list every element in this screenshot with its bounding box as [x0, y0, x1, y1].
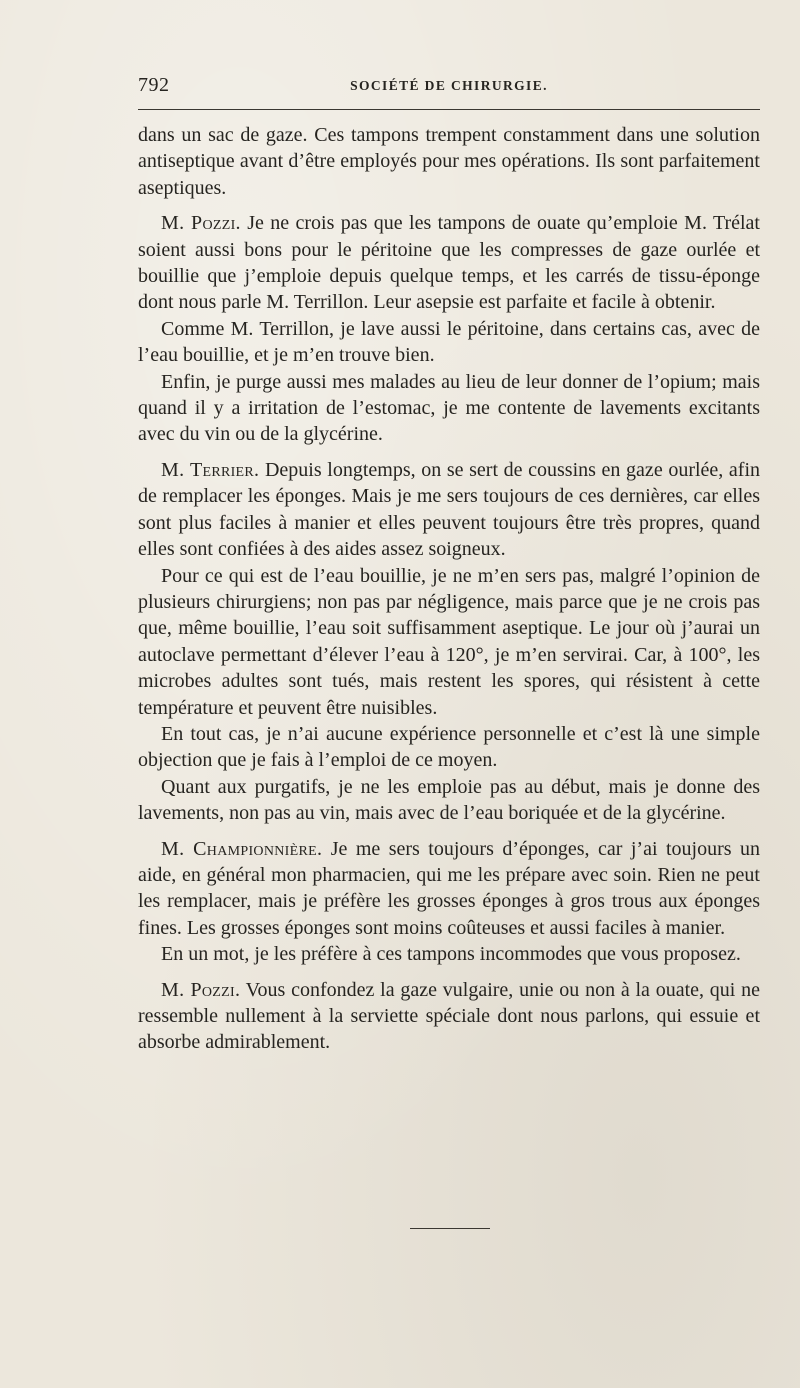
speaker-name: M. Terrier.	[161, 458, 260, 481]
paragraph	[138, 563, 760, 721]
paragraph	[138, 977, 760, 1056]
paragraph-text: Comme M. Terrillon, je lave aussi le péritoine, dans certains cas, avec de l’eau bouillie, et je m’en trouve bien.	[138, 317, 760, 367]
paragraph-text: Vous confondez la gaze vulgaire, unie ou non à la ouate, qui ne ressemble nullement à la serviette spéciale dont nous parlons, qui essuie et absorbe admirablement.	[138, 978, 760, 1054]
paragraph-text: dans un sac de gaze. Ces tampons trempent constamment dans une solution antiseptique avant d’être employés pour mes opérations. Ils sont parfaitement aseptiques.	[138, 124, 760, 199]
paragraph-text: Depuis longtemps, on se sert de coussins en gaze ourlée, afin de remplacer les éponges. Mais je me sers toujours de ces dernières, car elles sont plus faciles à manier et elles peuvent toujours être très propres, quand elles sont confiées à des aides assez soigneux.	[138, 458, 761, 561]
paragraph	[138, 457, 760, 563]
paragraph	[138, 774, 760, 827]
paragraph	[138, 941, 760, 967]
paragraph-text: Je me sers toujours d’éponges, car j’ai toujours un aide, en général mon pharmacien, qui me les prépare avec soin. Rien ne peut les remplacer, mais je préfère les grosses éponges à gros trous aux éponges fines. Les grosses éponges sont moins coûteuses et aussi faciles à manier.	[138, 837, 760, 939]
header-rule	[138, 109, 760, 110]
body-text	[138, 122, 760, 1056]
page-number: 792	[138, 74, 170, 96]
paragraph-text: En un mot, je les préfère à ces tampons incommodes que vous proposez.	[161, 943, 741, 966]
paragraph-text: En tout cas, je n’ai aucune expérience personnelle et c’est là une simple objection que je fais à l’emploi de ce moyen.	[138, 722, 760, 772]
paragraph	[138, 721, 760, 774]
paragraph-text: Quant aux purgatifs, je ne les emploie pas au début, mais je donne des lavements, non pas au vin, mais avec de l’eau boriquée et de la glycérine.	[138, 775, 760, 825]
paragraph	[138, 369, 760, 448]
paragraph	[138, 122, 760, 201]
paragraph-text: Pour ce qui est de l’eau bouillie, je ne m’en sers pas, malgré l’opinion de plusieurs chirurgiens; non pas par négligence, mais parce que je ne crois pas que, même bouillie, l’eau soit suffisamment aseptique. Le jour où j’aurai un autoclave permettant d’élever l’eau à 120°, je m’en servirai. Car, à 100°, les microbes adultes sont tués, mais restent les spores, qui résistent à cette température et peuvent être nuisibles.	[138, 564, 760, 719]
paragraph	[138, 836, 760, 942]
speaker-name: M. Championnière.	[161, 837, 323, 860]
paragraph	[138, 210, 760, 316]
paragraph	[138, 316, 760, 369]
running-title: SOCIÉTÉ DE CHIRURGIE.	[350, 78, 548, 93]
paragraph-text: Je ne crois pas que les tampons de ouate qu’emploie M. Trélat soient aussi bons pour le péritoine que les compresses de gaze ourlée et bouillie que j’emploie depuis quelque temps, et les carrés de tissu-éponge dont nous parle M. Terrillon. Leur asepsie est parfaite et facile à obtenir.	[138, 212, 760, 314]
speaker-name: M. Pozzi.	[161, 978, 241, 1001]
section-end-rule	[410, 1228, 490, 1229]
paragraph-text: Enfin, je purge aussi mes malades au lieu de leur donner de l’opium; mais quand il y a irritation de l’estomac, je me contente de lavements excitants avec du vin ou de la glycérine.	[138, 370, 760, 446]
page-header	[138, 72, 760, 102]
speaker-name: M. Pozzi.	[161, 212, 241, 235]
